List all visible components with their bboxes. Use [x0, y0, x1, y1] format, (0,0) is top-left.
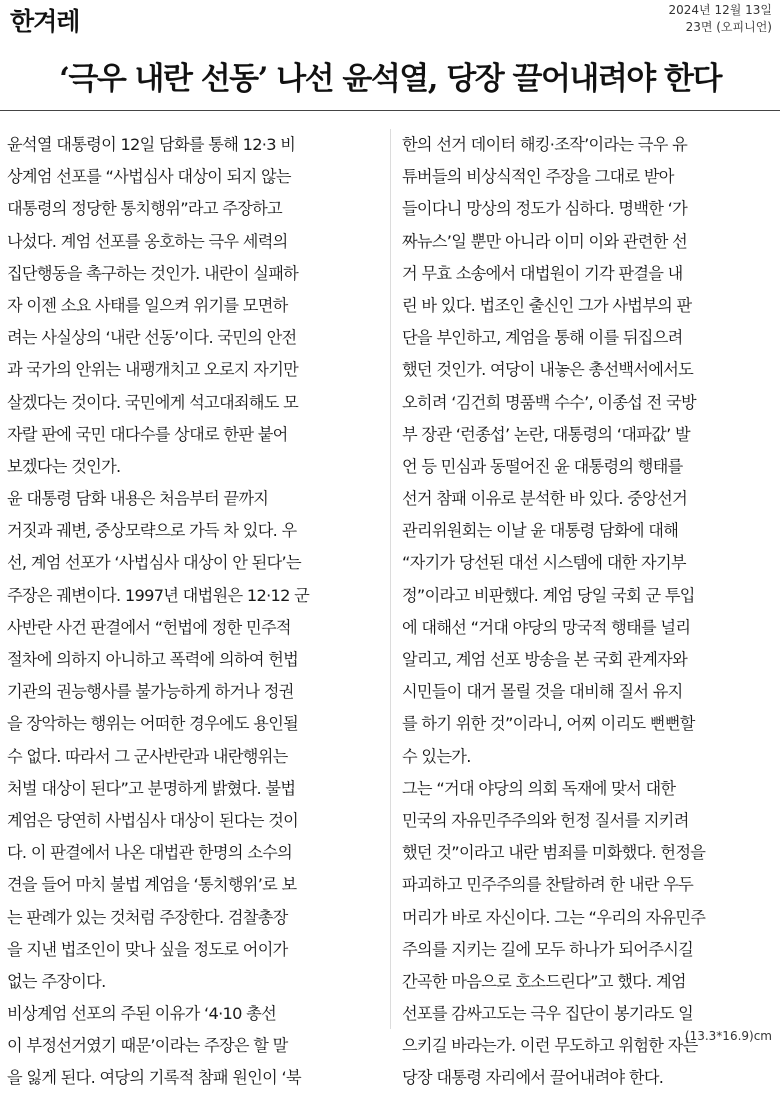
body-line: 짜뉴스’일 뿐만 아니라 이미 이와 관련한 선: [402, 231, 688, 251]
body-line: 을 지낸 법조인이 맞나 싶을 정도로 어이가: [7, 939, 288, 959]
body-line: 을 장악하는 행위는 어떠한 경우에도 용인될: [7, 714, 299, 734]
body-line: 했던 것인가. 여당이 내놓은 총선백서에서도: [402, 360, 694, 380]
body-column-right: [402, 129, 778, 1095]
body-column-left: [7, 129, 382, 1095]
body-line: 민국의 자유민주주의와 헌정 질서를 지키려: [402, 810, 689, 830]
body-line: 린 바 있다. 법조인 출신인 그가 사법부의 판: [402, 295, 692, 315]
body-line: 거짓과 궤변, 중상모략으로 가득 차 있다. 우: [7, 521, 297, 541]
body-line: 주장은 궤변이다. 1997년 대법원은 12·12 군: [7, 585, 310, 605]
body-line: 사반란 사건 판결에서 “헌법에 정한 민주적: [7, 617, 291, 637]
body-line: 를 하기 위한 것”이라니, 어찌 이리도 뻔뻔할: [402, 714, 695, 734]
body-line: 다. 이 판결에서 나온 대법관 한명의 소수의: [7, 843, 293, 863]
body-line: 파괴하고 민주주의를 찬탈하려 한 내란 우두: [402, 875, 694, 895]
newspaper-logo: 한겨레: [10, 7, 80, 36]
body-line: 윤석열 대통령이 12일 담화를 통해 12·3 비: [7, 135, 296, 154]
body-line: 나섰다. 계엄 선포를 옹호하는 극우 세력의: [7, 231, 288, 251]
body-line: 윤 대통령 담화 내용은 처음부터 끝까지: [7, 489, 269, 509]
issue-page: 23면 (오피니언): [685, 20, 772, 34]
body-line: 주의를 지키는 길에 모두 하나가 되어주시길: [402, 939, 694, 959]
body-line: 견을 들어 마치 불법 계엄을 ‘통치행위’로 보: [7, 875, 297, 895]
body-line: 알리고, 계엄 선포 방송을 본 국회 관계자와: [402, 650, 688, 669]
body-line: 에 대해선 “거대 야당의 망국적 행태를 널리: [402, 617, 691, 637]
issue-date: 2024년 12월 13일: [668, 3, 772, 17]
body-line: 오히려 ‘김건희 명품백 수수’, 이종섭 전 국방: [402, 392, 696, 412]
body-line: 자랄 판에 국민 대다수를 상대로 한판 붙어: [7, 424, 288, 444]
body-line: 살겠다는 것이다. 국민에게 석고대죄해도 모: [7, 392, 299, 412]
body-line: 당장 대통령 자리에서 끌어내려야 한다.: [402, 1068, 664, 1088]
body-line: 부 장관 ‘런종섭’ 논란, 대통령의 ‘대파값’ 발: [402, 424, 690, 444]
body-line: 대통령의 정당한 통치행위”라고 주장하고: [7, 199, 282, 219]
body-line: 비상계엄 선포의 주된 이유가 ‘4·10 총선: [7, 1004, 277, 1024]
body-line: 언 등 민심과 동떨어진 윤 대통령의 행태를: [402, 456, 683, 476]
body-line: 한의 선거 데이터 해킹·조작’이라는 극우 유: [402, 135, 688, 154]
body-line: 과 국가의 안위는 내팽개치고 오로지 자기만: [7, 360, 299, 380]
body-line: 거 무효 소송에서 대법원이 기각 판결을 내: [402, 263, 683, 283]
body-line: 수 없다. 따라서 그 군사반란과 내란행위는: [7, 746, 288, 766]
body-line: 간곡한 마음으로 호소드린다”고 했다. 계엄: [402, 971, 686, 991]
body-line: 계엄은 당연히 사법심사 대상이 된다는 것이: [7, 810, 299, 830]
issue-meta: [669, 2, 772, 36]
body-line: 려는 사실상의 ‘내란 선동’이다. 국민의 안전: [7, 328, 297, 348]
body-line: 기관의 권능행사를 불가능하게 하거나 정권: [7, 682, 294, 702]
body-line: 상계엄 선포를 “사법심사 대상이 되지 않는: [7, 167, 291, 187]
size-footnote: (13.3*16.9)cm: [684, 1029, 772, 1043]
body-line: 처벌 대상이 된다”고 분명하게 밝혔다. 불법: [7, 778, 296, 798]
column-divider: [390, 129, 391, 1029]
body-line: 는 판례가 있는 것처럼 주장한다. 검찰총장: [7, 907, 288, 927]
body-line: 으키길 바라는가. 이런 무도하고 위험한 자는: [402, 1036, 698, 1056]
body-line: 수 있는가.: [402, 746, 471, 766]
body-line: 이 부정선거였기 때문’이라는 주장은 할 말: [7, 1036, 288, 1056]
body-line: 관리위원회는 이날 윤 대통령 담화에 대해: [402, 521, 679, 541]
body-line: 보겠다는 것인가.: [7, 456, 121, 476]
body-line: 그는 “거대 야당의 의회 독재에 맞서 대한: [402, 778, 676, 798]
body-line: 단을 부인하고, 계엄을 통해 이를 뒤집으려: [402, 328, 683, 348]
body-line: 정”이라고 비판했다. 계엄 당일 국회 군 투입: [402, 585, 695, 605]
body-line: 했던 것”이라고 내란 범죄를 미화했다. 헌정을: [402, 843, 706, 863]
body-line: 없는 주장이다.: [7, 971, 106, 991]
body-line: 튜버들의 비상식적인 주장을 그대로 받아: [402, 167, 674, 187]
body-line: 자 이젠 소요 사태를 일으켜 위기를 모면하: [7, 295, 288, 315]
body-line: 선포를 감싸고도는 극우 집단이 봉기라도 일: [402, 1004, 694, 1024]
body-line: 을 잃게 된다. 여당의 기록적 참패 원인이 ‘북: [7, 1068, 301, 1088]
body-line: “자기가 당선된 대선 시스템에 대한 자기부: [402, 553, 686, 573]
body-line: 절차에 의하지 아니하고 폭력에 의하여 헌법: [7, 650, 299, 669]
body-line: 머리가 바로 자신이다. 그는 “우리의 자유민주: [402, 907, 706, 927]
body-line: 선, 계엄 선포가 ‘사법심사 대상이 안 된다’는: [7, 553, 301, 573]
body-line: 선거 참패 이유로 분석한 바 있다. 중앙선거: [402, 489, 688, 509]
body-line: 들이다니 망상의 정도가 심하다. 명백한 ‘가: [402, 199, 688, 219]
editorial-headline: ‘극우 내란 선동’ 나선 윤석열, 당장 끌어내려야 한다: [0, 40, 780, 111]
body-line: 집단행동을 촉구하는 것인가. 내란이 실패하: [7, 263, 299, 283]
body-line: 시민들이 대거 몰릴 것을 대비해 질서 유지: [402, 682, 683, 702]
